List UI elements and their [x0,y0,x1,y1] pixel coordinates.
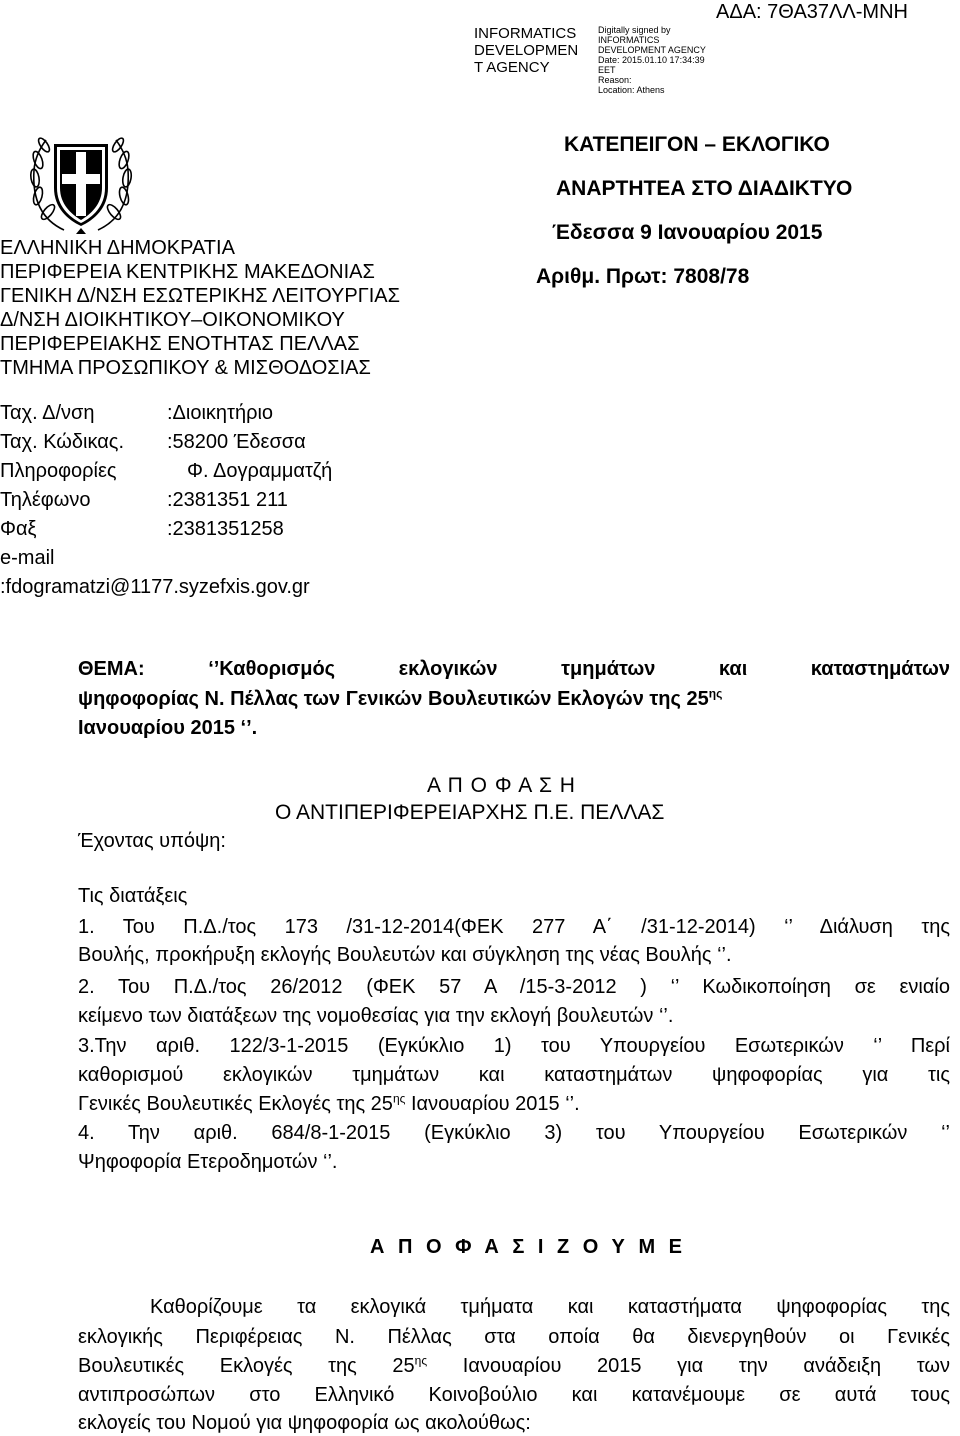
item-3-line-2: καθορισμού εκλογικών τμημάτων και καταστημάτων ψηφοφορίας για τις [78,1064,950,1086]
decide-line-3-post: Ιανουαρίου 2015 για την ανάδειξη των [427,1355,950,1377]
decide-line-3 [78,1354,950,1378]
contact-row [0,515,332,544]
decide-line-4: αντιπροσώπων στο Ελληνικό Κοινοβούλιο και κατανέμουμε σε αυτά τους [78,1384,950,1406]
signature-org-line: DEVELOPMEN [474,42,579,59]
authority-line: ΠΕΡΙΦΕΡΕΙΑ ΚΕΝΤΡΙΚΗΣ ΜΑΚΕΔΟΝΙΑΣ [0,261,375,283]
urgent-label: ΚΑΤΕΠΕΙΓΟΝ – ΕΚΛΟΓΙΚΟ [564,133,830,156]
signature-detail: EET [598,65,616,75]
contact-value: :2381351258 [167,518,284,540]
contact-row [0,486,332,515]
protocol-number: Αριθμ. Πρωτ: 7808/78 [536,265,750,288]
provisions-label: Τις διατάξεις [78,885,188,907]
signature-detail: Location: Athens [598,85,665,95]
signature-org-line: INFORMATICS [474,25,577,42]
contact-label: Τηλέφωνο [0,489,91,511]
item-2-line-2: κείμενο των διατάξεων της νομοθεσίας για την εκλογή βουλευτών ‘’. [78,1005,674,1027]
considering-label: Έχοντας υπόψη: [78,830,226,852]
contact-value: :Διοικητήριο [167,402,274,424]
contact-label: Ταχ. Κώδικας. [0,431,124,453]
item-3-line-3 [78,1092,580,1116]
subject-line-1: ΘΕΜΑ: ‘’Καθορισμός εκλογικών τμημάτων και καταστημάτων [78,658,950,680]
contact-row [0,573,332,602]
decide-ordinal: ης [414,1353,428,1368]
authority-line: Δ/ΝΣΗ ΔΙΟΙΚΗΤΙΚΟΥ–ΟΙΚΟΝΟΜΙΚΟΥ [0,309,345,331]
decide-title: Α Π Ο Φ Α Σ Ι Ζ Ο Υ Μ Ε [370,1236,686,1258]
signature-detail: Date: 2015.01.10 17:34:39 [598,55,705,65]
ada-code: ΑΔΑ: 7ΘΑ37ΛΛ-ΜΝΗ [716,1,908,23]
document-date: Έδεσσα 9 Ιανουαρίου 2015 [552,221,823,244]
contact-block [0,399,332,602]
signature-detail: INFORMATICS [598,35,660,45]
contact-value: :2381351 211 [167,489,288,511]
decide-line-2: εκλογικής Περιφέρειας Ν. Πέλλας στα οποία θα διενεργηθούν οι Γενικές [78,1326,950,1348]
post-online-label: ΑΝΑΡΤΗΤΕΑ ΣΤΟ ΔΙΑΔΙΚΤΥΟ [556,177,853,200]
contact-label: Πληροφορίες [0,460,117,482]
authority-line: ΕΛΛΗΝΙΚΗ ΔΗΜΟΚΡΑΤΙΑ [0,237,235,259]
contact-label: Φαξ [0,518,37,540]
signature-org [474,25,578,76]
item-2-line-1: 2. Του Π.Δ./τος 26/2012 (ΦΕΚ 57 Α /15-3-2012 ) ‘’ Κωδικοποίηση σε ενιαίο [78,976,950,998]
decide-line-3-pre: Βουλευτικές Εκλογές της 25 [78,1355,415,1377]
authority-line: ΓΕΝΙΚΗ Δ/ΝΣΗ ΕΣΩΤΕΡΙΚΗΣ ΛΕΙΤΟΥΡΓΙΑΣ [0,285,400,307]
contact-value: :58200 Έδεσσα [167,431,306,453]
coat-of-arms-emblem [2,130,160,243]
subject-ordinal: ης [708,686,723,701]
item-3-line-3-post: Ιανουαρίου 2015 ‘’. [405,1093,580,1115]
contact-row [0,457,332,486]
item-4-line-2: Ψηφοφορία Ετεροδημοτών ‘’. [78,1151,338,1173]
contact-row [0,399,332,428]
subject-line-2-text: ψηφοφορίας Ν. Πέλλας των Γενικών Βουλευτικών Εκλογών της 25 [78,688,709,710]
signature-details [598,25,706,95]
contact-label: e-mail [0,547,55,569]
item-3-ordinal: ης [392,1091,406,1106]
item-1-line-2: Βουλής, προκήρυξη εκλογής Βουλευτών και σύγκληση της νέας Βουλής ‘’. [78,944,732,966]
authority-line: ΤΜΗΜΑ ΠΡΟΣΩΠΙΚΟΥ & ΜΙΣΘΟΔΟΣΙΑΣ [0,357,371,379]
contact-email: :fdogramatzi@1177.syzefxis.gov.gr [0,576,310,598]
item-1-line-1: 1. Του Π.Δ./τος 173 /31-12-2014(ΦΕΚ 277 Α΄ /31-12-2014) ‘’ Διάλυση της [78,916,950,938]
subject-line-3: Ιανουαρίου 2015 ‘’. [78,717,258,739]
signature-detail: DEVELOPMENT AGENCY [598,45,706,55]
signature-org-line: T AGENCY [474,59,550,76]
item-3-line-3-pre: Γενικές Βουλευτικές Εκλογές της 25 [78,1093,393,1115]
contact-row [0,428,332,457]
decide-line-1: Καθορίζουμε τα εκλογικά τμήματα και καταστήματα ψηφοφορίας της [150,1296,950,1318]
subject-line-2 [78,685,950,713]
item-3-line-1: 3.Την αριθ. 122/3-1-2015 (Εγκύκλιο 1) του Υπουργείου Εσωτερικών ‘’ Περί [78,1035,950,1057]
signature-detail: Reason: [598,75,632,85]
authority-line: ΠΕΡΙΦΕΡΕΙΑΚΗΣ ΕΝΟΤΗΤΑΣ ΠΕΛΛΑΣ [0,333,360,355]
signature-detail: Digitally signed by [598,25,671,35]
item-4-line-1: 4. Την αριθ. 684/8-1-2015 (Εγκύκλιο 3) του Υπουργείου Εσωτερικών ‘’ [78,1122,950,1144]
decide-line-5: εκλογείς του Νομού για ψηφοφορία ως ακολούθως: [78,1412,531,1434]
contact-label: Ταχ. Δ/νση [0,402,95,424]
decision-issuer: Ο ΑΝΤΙΠΕΡΙΦΕΡΕΙΑΡΧΗΣ Π.Ε. ΠΕΛΛΑΣ [275,801,665,824]
header-authority [0,236,400,380]
contact-row [0,544,332,573]
decision-title: Α Π Ο Φ Α Σ Η [427,774,576,797]
contact-value: Φ. Δογραμματζή [187,460,333,482]
